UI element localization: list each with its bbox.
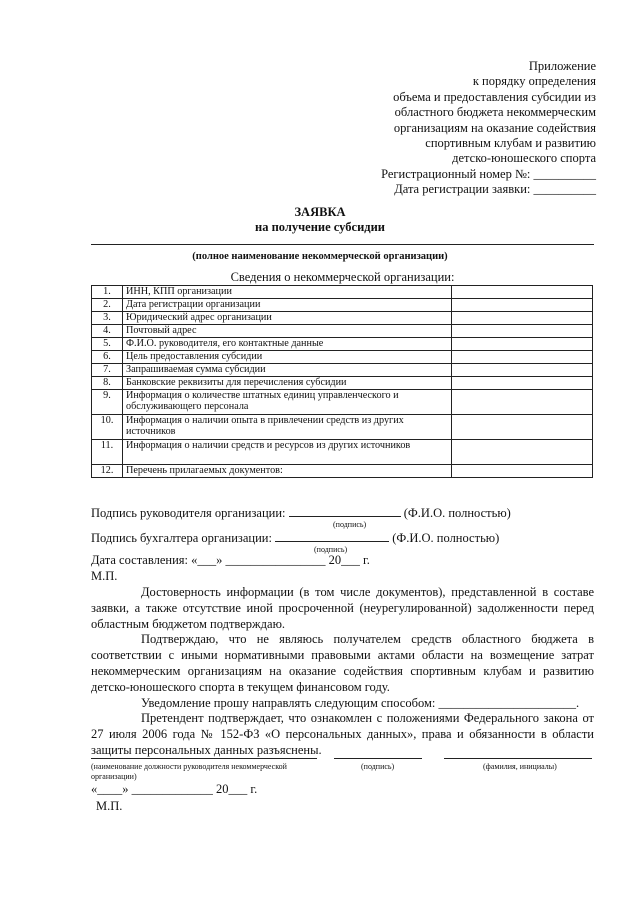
table-row xyxy=(92,465,593,478)
row-number: 1. xyxy=(92,286,123,299)
signature-line[interactable] xyxy=(334,758,422,759)
table-row xyxy=(92,415,593,440)
org-name-caption: (полное наименование некоммерческой организации) xyxy=(192,251,448,262)
table-row xyxy=(92,338,593,351)
row-label: Запрашиваемая сумма субсидии xyxy=(123,364,452,377)
row-number: 11. xyxy=(92,440,123,465)
row-value-cell[interactable] xyxy=(452,415,593,440)
appendix-line: к порядку определения xyxy=(472,74,596,89)
row-number: 8. xyxy=(92,377,123,390)
accountant-signature-line xyxy=(91,530,499,546)
position-line[interactable] xyxy=(91,758,317,759)
head-signature-caption: (подпись) xyxy=(333,520,367,529)
table-row xyxy=(92,351,593,364)
row-label: Ф.И.О. руководителя, его контактные данные xyxy=(123,338,452,351)
table-row xyxy=(92,312,593,325)
paragraph-notification: Уведомление прошу направлять следующим способом: ______________________. xyxy=(141,695,580,710)
table-row xyxy=(92,286,593,299)
row-value-cell[interactable] xyxy=(452,377,593,390)
paragraph-reliability: Достоверность информации (в том числе документов), представленной в составе заявки, а также отсутствие иной просроченной (неурегулированной) задолженности перед областным бюджетом подтверждаю. xyxy=(91,585,594,631)
row-value-cell[interactable] xyxy=(452,299,593,312)
appendix-line: детско-юношеского спорта xyxy=(452,151,596,166)
footer-seal: М.П. xyxy=(96,799,123,813)
table-row xyxy=(92,440,593,465)
paragraph-confirmation: Подтверждаю, что не являюсь получателем средств областного бюджета в соответствии с иными нормативными правовыми актами области на возмещение затрат некоммерческим организациям на оказание содействия спортивным клубам и развитию детско-юношеского спорта в текущем финансовом году. xyxy=(91,632,594,694)
row-number: 7. xyxy=(92,364,123,377)
row-number: 3. xyxy=(92,312,123,325)
row-number: 5. xyxy=(92,338,123,351)
row-value-cell[interactable] xyxy=(452,286,593,299)
signature-caption: (подпись) xyxy=(361,762,395,771)
head-signature-line xyxy=(91,505,511,521)
row-number: 6. xyxy=(92,351,123,364)
org-name-line xyxy=(91,244,594,245)
row-value-cell[interactable] xyxy=(452,465,593,478)
accountant-signature-caption: (подпись) xyxy=(314,545,348,554)
row-label: Перечень прилагаемых документов: xyxy=(123,465,452,478)
head-fio-label: (Ф.И.О. полностью) xyxy=(403,506,511,520)
row-value-cell[interactable] xyxy=(452,351,593,364)
accountant-fio-label: (Ф.И.О. полностью) xyxy=(392,531,500,545)
seal-label: М.П. xyxy=(91,569,118,583)
appendix-line: Приложение xyxy=(528,59,596,73)
page-title: ЗАЯВКА xyxy=(294,205,346,219)
name-caption: (фамилия, инициалы) xyxy=(483,762,557,771)
row-label: Цель предоставления субсидии xyxy=(123,351,452,364)
row-number: 4. xyxy=(92,325,123,338)
date-compiled: Дата составления: «___» ________________ 20___ г. xyxy=(91,553,370,567)
org-info-table xyxy=(91,285,593,478)
body-text xyxy=(91,585,594,759)
row-label: ИНН, КПП организации xyxy=(123,286,452,299)
accountant-signature-label: Подпись бухгалтера организации: xyxy=(91,531,272,545)
footer-date: «____» _____________ 20___ г. xyxy=(91,782,258,796)
appendix-line: объема и предоставления субсидии из xyxy=(393,89,596,104)
table-title: Сведения о некоммерческой организации: xyxy=(230,270,455,284)
head-signature-label: Подпись руководителя организации: xyxy=(91,506,286,520)
name-line[interactable] xyxy=(444,758,592,759)
table-row xyxy=(92,325,593,338)
row-value-cell[interactable] xyxy=(452,440,593,465)
appendix-line: областного бюджета некоммерческим xyxy=(394,105,596,120)
table-row xyxy=(92,364,593,377)
accountant-signature-field[interactable] xyxy=(275,530,389,542)
position-caption: (наименование должности руководителя некоммерческой организации) xyxy=(91,762,287,781)
appendix-line: организациям на оказание содействия xyxy=(393,120,596,135)
table-row xyxy=(92,377,593,390)
row-number: 10. xyxy=(92,415,123,440)
row-number: 12. xyxy=(92,465,123,478)
row-label: Дата регистрации организации xyxy=(123,299,452,312)
head-signature-field[interactable] xyxy=(289,505,401,517)
row-value-cell[interactable] xyxy=(452,390,593,415)
row-number: 9. xyxy=(92,390,123,415)
row-value-cell[interactable] xyxy=(452,338,593,351)
row-label: Почтовый адрес xyxy=(123,325,452,338)
registration-date: Дата регистрации заявки: __________ xyxy=(394,182,596,197)
registration-number: Регистрационный номер №: __________ xyxy=(381,166,596,181)
row-label: Информация о количестве штатных единиц управленческого и обслуживающего персонала xyxy=(123,390,452,415)
table-row xyxy=(92,299,593,312)
page-subtitle: на получение субсидии xyxy=(255,220,385,234)
row-value-cell[interactable] xyxy=(452,325,593,338)
row-label: Банковские реквизиты для перечисления субсидии xyxy=(123,377,452,390)
appendix-line: спортивным клубам и развитию xyxy=(425,136,596,151)
row-label: Юридический адрес организации xyxy=(123,312,452,325)
row-value-cell[interactable] xyxy=(452,364,593,377)
paragraph-personal-data: Претендент подтверждает, что ознакомлен с положениями Федерального закона от 27 июля 2006 года № 152-ФЗ «О персональных данных», права и обязанности в области защиты персональных данных разъяснены. xyxy=(91,711,594,757)
row-label: Информация о наличии средств и ресурсов из других источников xyxy=(123,440,452,465)
row-value-cell[interactable] xyxy=(452,312,593,325)
table-row xyxy=(92,390,593,415)
row-number: 2. xyxy=(92,299,123,312)
row-label: Информация о наличии опыта в привлечении средств из других источников xyxy=(123,415,452,440)
appendix-block xyxy=(336,59,596,198)
